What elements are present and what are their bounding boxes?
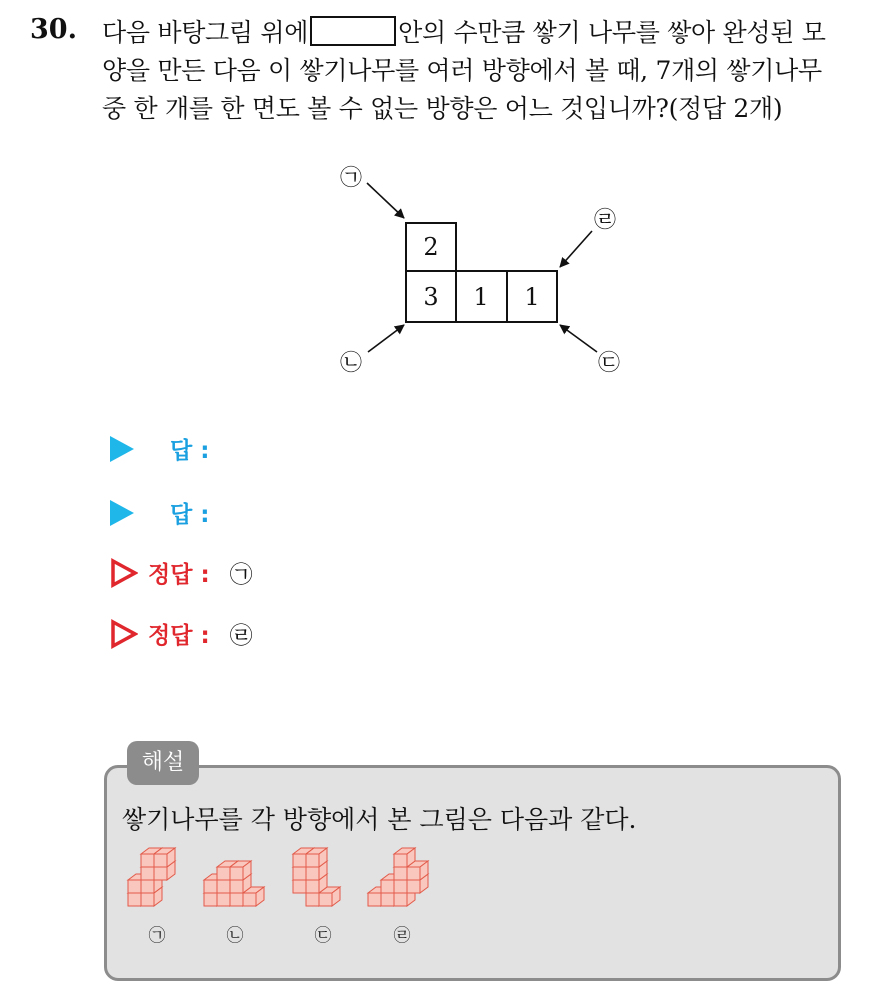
cube-face bbox=[394, 854, 407, 867]
view-figures bbox=[118, 838, 458, 953]
cube-face bbox=[217, 893, 230, 906]
plan-value-bottom-1: 3 bbox=[423, 283, 439, 311]
plan-value-bottom-3: 1 bbox=[524, 283, 540, 311]
cube-face bbox=[368, 893, 381, 906]
cube-face bbox=[293, 854, 306, 867]
cube-face bbox=[154, 867, 167, 880]
figure-label-d: ㉣ bbox=[393, 926, 411, 946]
direction-arrow-a bbox=[367, 183, 404, 218]
question-line-1-after: 안의 수만큼 쌓기 나무를 쌓아 완성된 모 bbox=[398, 18, 826, 47]
cube-face bbox=[381, 880, 394, 893]
question-text bbox=[102, 14, 872, 128]
plan-value-bottom-2: 1 bbox=[473, 283, 489, 311]
cube-face bbox=[141, 893, 154, 906]
answer-row-2 bbox=[110, 496, 209, 529]
direction-arrow-d bbox=[560, 231, 592, 267]
correct-answer-row-1 bbox=[110, 556, 253, 589]
cube-face bbox=[141, 867, 154, 880]
figure-label-a: ㉠ bbox=[148, 926, 166, 946]
explanation-tab: 해설 bbox=[127, 741, 199, 785]
correct-answer-label: 정답 : bbox=[148, 623, 210, 649]
base-plan-diagram bbox=[330, 155, 630, 385]
triangle-outline-icon bbox=[110, 558, 138, 588]
cube-face bbox=[306, 880, 319, 893]
cube-face bbox=[128, 893, 141, 906]
cube-face bbox=[306, 867, 319, 880]
view-figure-b bbox=[204, 861, 264, 906]
cube-face bbox=[230, 893, 243, 906]
triangle-outline-icon bbox=[110, 619, 138, 649]
explanation-text: 쌓기나무를 각 방향에서 본 그림은 다음과 같다. bbox=[122, 805, 637, 834]
cube-face bbox=[141, 854, 154, 867]
cube-face bbox=[293, 880, 306, 893]
question-line-1 bbox=[102, 14, 872, 52]
cube-face bbox=[306, 893, 319, 906]
direction-arrow-b bbox=[368, 325, 404, 352]
correct-answer-value: ㉣ bbox=[229, 623, 253, 649]
cube-face bbox=[381, 893, 394, 906]
cube-face bbox=[230, 880, 243, 893]
view-figure-d bbox=[368, 848, 428, 906]
cube-face bbox=[407, 867, 420, 880]
question-number: 30. bbox=[30, 14, 77, 45]
question-line-2: 양을 만든 다음 이 쌓기나무를 여러 방향에서 볼 때, 7개의 쌓기나무 bbox=[102, 56, 822, 85]
direction-arrow-c bbox=[560, 325, 597, 352]
triangle-marker-icon bbox=[110, 500, 134, 526]
cube-face bbox=[394, 880, 407, 893]
figure-label-b: ㉡ bbox=[226, 926, 244, 946]
blank-box bbox=[310, 16, 396, 46]
cube-face bbox=[319, 893, 332, 906]
cube-face bbox=[306, 854, 319, 867]
cube-face bbox=[217, 880, 230, 893]
direction-label-a: ㉠ bbox=[340, 166, 363, 191]
correct-answer-label: 정답 : bbox=[148, 562, 210, 588]
cube-face bbox=[407, 880, 420, 893]
answer-label: 답 : bbox=[170, 502, 210, 528]
cube-face bbox=[394, 867, 407, 880]
view-figure-a bbox=[128, 848, 175, 906]
cube-face bbox=[394, 893, 407, 906]
cube-face bbox=[154, 854, 167, 867]
figure-label-c: ㉢ bbox=[314, 926, 332, 946]
cube-face bbox=[204, 880, 217, 893]
cube-face bbox=[141, 880, 154, 893]
cube-face bbox=[293, 867, 306, 880]
question-line-1-before: 다음 바탕그림 위에 bbox=[102, 18, 309, 47]
cube-face bbox=[243, 893, 256, 906]
direction-label-c: ㉢ bbox=[598, 351, 621, 376]
view-figure-c bbox=[293, 848, 340, 906]
cube-face bbox=[230, 867, 243, 880]
answer-row-1 bbox=[110, 432, 209, 465]
correct-answer-row-2 bbox=[110, 617, 253, 650]
plan-value-top: 2 bbox=[423, 233, 439, 261]
cube-face bbox=[204, 893, 217, 906]
triangle-marker-icon bbox=[110, 436, 134, 462]
direction-label-b: ㉡ bbox=[340, 351, 363, 376]
direction-label-d: ㉣ bbox=[594, 208, 617, 233]
cube-face bbox=[217, 867, 230, 880]
question-line-3: 중 한 개를 한 면도 볼 수 없는 방향은 어느 것입니까?(정답 2개) bbox=[102, 94, 783, 123]
answer-label: 답 : bbox=[170, 438, 210, 464]
correct-answer-value: ㉠ bbox=[229, 562, 253, 588]
cube-face bbox=[128, 880, 141, 893]
